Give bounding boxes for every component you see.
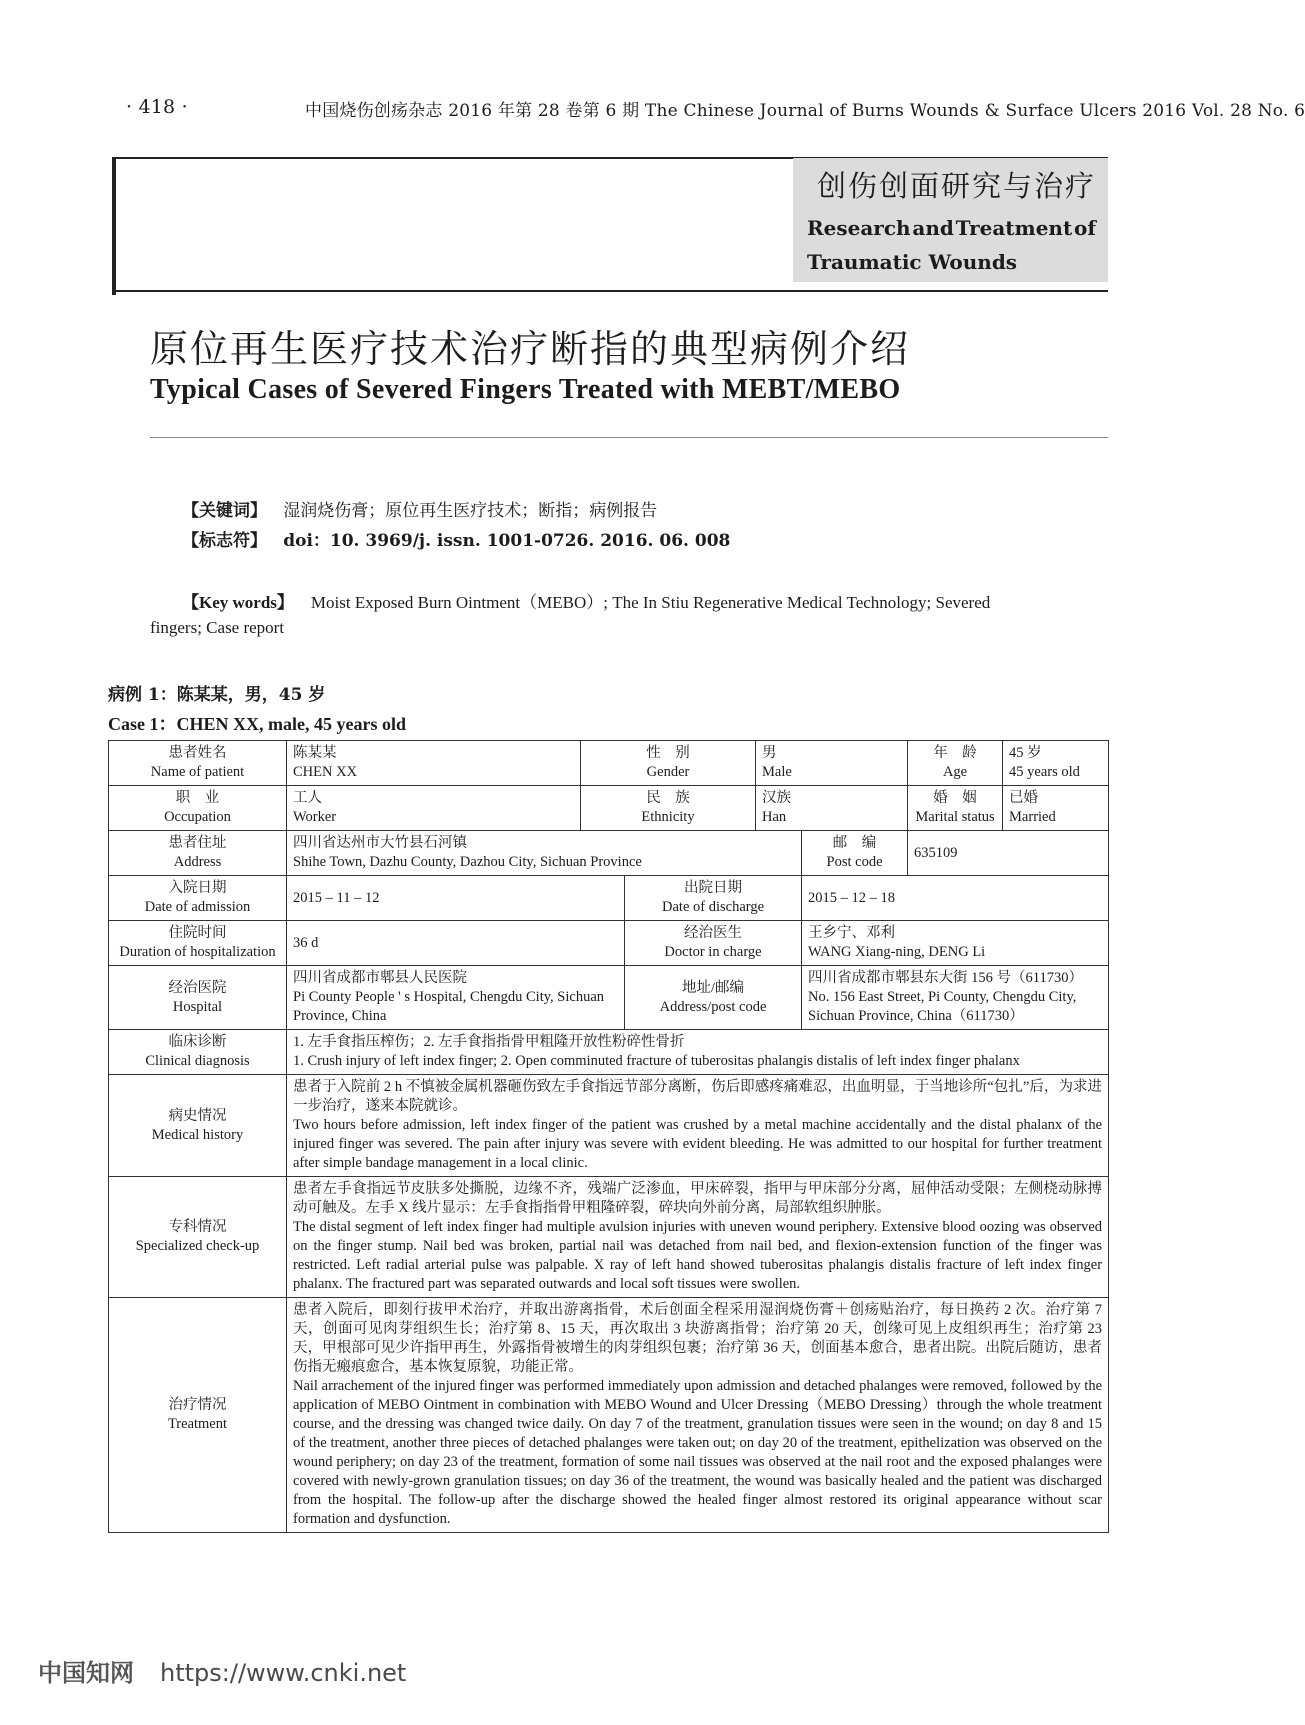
marital-value: 已婚 Married	[1009, 790, 1056, 825]
table-row	[109, 1030, 1109, 1075]
keywords-en-text: Moist Exposed Burn Ointment（MEBO）; The In Stiu Regenerative Medical Technology; Severed	[310, 593, 991, 612]
table-row	[109, 786, 1109, 831]
running-header: 中国烧伤创疡杂志 2016 年第 28 卷第 6 期 The Chinese Journal of Burns Wounds & Surface Ulcers 2016 Vol. 28 No. 6	[305, 101, 1305, 121]
section-word: Treatment	[955, 216, 1073, 240]
doctor-label: 经治医生 Doctor in charge	[625, 921, 802, 966]
keywords-en	[182, 588, 990, 613]
section-side-bar	[112, 157, 116, 295]
diagnosis-value: 1. 左手食指压榨伤；2. 左手食指指骨甲粗隆开放性粉碎性骨折 1. Crush injury of left index finger; 2. Open comminuted fracture of tuberositas phalangis distalis of left index finger phalanx	[287, 1030, 1109, 1075]
keywords-cn-label: 【关键词】	[182, 501, 267, 521]
discharge-value: 2015 – 12 – 18	[802, 876, 1109, 921]
section-word: Research	[807, 216, 911, 240]
hospital-address-label: 地址/邮编 Address/post code	[625, 966, 802, 1030]
hospital-value: 四川省成都市郫县人民医院 Pi County People ' s Hospital, Chengdu City, Sichuan Province, China	[287, 966, 625, 1030]
hospital-label: 经治医院 Hospital	[109, 966, 287, 1030]
history-value: 患者于入院前 2 h 不慎被金属机器砸伤致左手食指远节部分离断，伤后即感疼痛难忍，出血明显，于当地诊所“包扎”后，为求进一步治疗，遂来本院就诊。 Two hours before admission, left index finger of the patient was crushed by a metal machine accidentally and the distal phalanx of the injured finger was severed. The pain after injury was severe with evident bleeding. He was admitted to our hospital for further treatment after simple bandage management in a local clinic.	[287, 1075, 1109, 1177]
ethnicity-value: 汉族 Han	[756, 786, 908, 831]
duration-value: 36 d	[287, 921, 625, 966]
cnki-url[interactable]: https://www.cnki.net	[160, 1659, 407, 1687]
section-label-box	[793, 158, 1108, 282]
ethnicity-label: 民 族 Ethnicity	[581, 786, 756, 831]
keywords-en-continued: fingers; Case report	[150, 618, 285, 637]
page-number: · 418 ·	[126, 96, 188, 118]
checkup-value: 患者左手食指远节皮肤多处撕脱，边缘不齐，残端广泛渗血，甲床碎裂，指甲与甲床部分分离，屈伸活动受限；左侧桡动脉搏动可触及。左手 X 线片显示：左手食指指骨甲粗隆碎裂，碎块向外前分离，局部软组织肿胀。 The distal segment of left index finger had multiple avulsion injuries with uneven wound periphery. Extensive blood oozing was observed on the finger stump. Nail bed was broken, partial nail was detached from nail bed, and flexion-extension function of the finger was restricted. Left radial arterial pulse was palpable. X ray of left hand showed tuberositas phalangis distalis fracture of left index finger phalanx. The fractured part was separated outwards and local soft tissues were swollen.	[287, 1177, 1109, 1298]
history-label: 病史情况 Medical history	[109, 1075, 287, 1177]
table-row	[109, 831, 1109, 876]
article-title-cn: 原位再生医疗技术治疗断指的典型病例介绍	[150, 327, 911, 371]
gender-value: 男 Male	[756, 741, 908, 786]
age-label: 年 龄 Age	[908, 741, 1003, 785]
doctor-value: 王乡宁、邓利 WANG Xiang-ning, DENG Li	[802, 921, 1109, 966]
section-word: and	[912, 216, 954, 240]
article-title-en: Typical Cases of Severed Fingers Treated with MEBT/MEBO	[150, 374, 901, 405]
postcode-value: 635109	[908, 831, 1109, 876]
table-row	[109, 1298, 1109, 1533]
occupation-label: 职 业 Occupation	[109, 786, 287, 831]
occupation-value: 工人 Worker	[287, 786, 581, 831]
gender-label: 性 别 Gender	[581, 741, 756, 786]
table-row	[109, 966, 1109, 1030]
admission-label: 入院日期 Date of admission	[109, 876, 287, 921]
section-title-cn: 创伤创面研究与治疗	[816, 169, 1096, 203]
title-rule	[150, 437, 1108, 438]
table-row	[109, 741, 1109, 786]
postcode-label: 邮 编 Post code	[802, 831, 908, 876]
doi-line	[182, 526, 730, 551]
section-word: of	[1074, 216, 1096, 240]
cnki-logo: 中国知网	[38, 1659, 134, 1687]
table-row	[109, 876, 1109, 921]
doi-text: doi：10. 3969/j. issn. 1001-0726. 2016. 06. 008	[283, 531, 731, 551]
treatment-value: 患者入院后，即刻行拔甲术治疗，并取出游离指骨，术后创面全程采用湿润烧伤膏＋创疡贴治疗，每日换药 2 次。治疗第 7 天，创面可见肉芽组织生长；治疗第 8、15 天，再次取出 3 块游离指骨；治疗第 20 天，创缘可见上皮组织再生；治疗第 23 天，甲根部可见少许指甲再生，外露指骨被增生的肉芽组织包裹；治疗第 36 天，创面基本愈合，患者出院。出院后随访，患者伤指无瘢痕愈合，基本恢复原貌，功能正常。 Nail arrachement of the injured finger was performed immediately upon admission and detached phalanges were removed, followed by the application of MEBO Ointment in combination with MEBO Wound and Ulcer Dressing（MEBO Dressing）through the whole treatment course, and the dressing was changed twice daily. On day 7 of the treatment, granulation tissues were seen in the wound; on day 8 and 15 of the treatment, another three pieces of detached phalanges were taken out; on day 20 of the treatment, epithelization was observed on the wound periphery; on day 23 of the treatment, formation of some nail tissues was observed at the nail root and the exposed phalanges were covered with newly-grown granulation tissues; on day 36 of the treatment, the wound was basically healed and the patient was discharged from the hospital. The follow-up after the discharge showed the healed finger almost restored its original appearance without scar formation and dysfunction.	[287, 1298, 1109, 1533]
table-row	[109, 1075, 1109, 1177]
duration-label: 住院时间 Duration of hospitalization	[109, 921, 287, 966]
marital-label: 婚 姻 Marital status	[908, 786, 1003, 830]
table-row	[109, 921, 1109, 966]
discharge-label: 出院日期 Date of discharge	[625, 876, 802, 921]
treatment-label: 治疗情况 Treatment	[109, 1298, 287, 1533]
section-title-en	[807, 211, 1096, 279]
address-label: 患者住址 Address	[109, 831, 287, 876]
keywords-cn	[182, 496, 657, 521]
marital-cell	[908, 786, 1109, 831]
age-value: 45 岁 45 years old	[1009, 745, 1080, 780]
case-heading-cn: 病例 1：陈某某，男，45 岁	[108, 685, 326, 705]
footer-watermark	[38, 1653, 406, 1688]
section-title-en-line2: Traumatic Wounds	[807, 250, 1018, 274]
checkup-label: 专科情况 Specialized check-up	[109, 1177, 287, 1298]
case-heading-en: Case 1：CHEN XX, male, 45 years old	[108, 714, 406, 734]
name-label: 患者姓名 Name of patient	[109, 741, 287, 786]
section-bottom-rule	[112, 290, 1108, 292]
case-info-table	[108, 740, 1109, 1533]
name-value: 陈某某 CHEN XX	[287, 741, 581, 786]
keywords-en-label: 【Key words】	[182, 593, 294, 612]
diagnosis-label: 临床诊断 Clinical diagnosis	[109, 1030, 287, 1075]
admission-value: 2015 – 11 – 12	[287, 876, 625, 921]
doi-label: 【标志符】	[182, 531, 267, 551]
keywords-cn-text: 湿润烧伤膏；原位再生医疗技术；断指；病例报告	[283, 501, 658, 521]
table-row	[109, 1177, 1109, 1298]
address-value: 四川省达州市大竹县石河镇 Shihe Town, Dazhu County, Dazhou City, Sichuan Province	[287, 831, 802, 876]
age-cell	[908, 741, 1109, 786]
hospital-address-value: 四川省成都市郫县东大街 156 号（611730） No. 156 East Street, Pi County, Chengdu City, Sichuan Province, China（611730）	[802, 966, 1109, 1030]
